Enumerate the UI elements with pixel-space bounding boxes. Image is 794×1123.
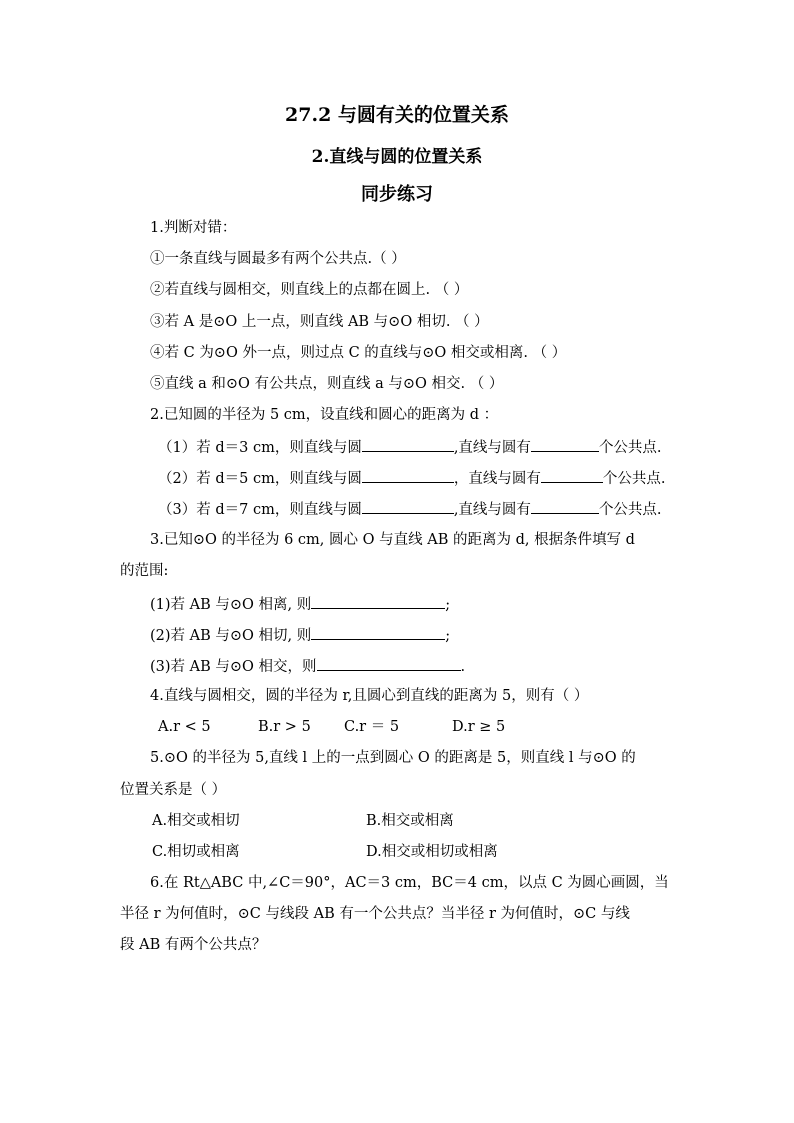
q1-item-4: ④若 C 为⊙O 外一点，则过点 C 的直线与⊙O 相交或相离. （ ） bbox=[150, 345, 567, 361]
q2-row-1 bbox=[158, 436, 662, 458]
q3-stem-cont: 的范围: bbox=[120, 563, 169, 579]
q2-row-2-text: （2）若 d＝5 cm，则直线与圆 bbox=[158, 471, 362, 487]
q1-item-2: ②若直线与圆相交，则直线上的点都在圆上. （ ） bbox=[150, 282, 469, 298]
q5-option-b[interactable]: B.相交或相离 bbox=[366, 813, 454, 829]
q4-option-b[interactable]: B.r > 5 bbox=[258, 719, 311, 735]
section-heading: 同步练习 bbox=[361, 184, 433, 205]
q2-row-2 bbox=[158, 467, 665, 489]
answer-blank[interactable] bbox=[531, 498, 599, 514]
q3-row-2 bbox=[150, 624, 450, 646]
answer-blank[interactable] bbox=[541, 467, 603, 483]
answer-blank[interactable] bbox=[362, 436, 454, 452]
q1-item-1: ①一条直线与圆最多有两个公共点.（ ） bbox=[150, 251, 406, 267]
q1-item-5: ⑤直线 a 和⊙O 有公共点，则直线 a 与⊙O 相交. （ ） bbox=[150, 376, 504, 392]
q2-row-2-end: 个公共点. bbox=[602, 471, 666, 487]
q2-row-1-text: （1）若 d＝3 cm，则直线与圆 bbox=[158, 440, 362, 456]
q3-row-1-text: (1)若 AB 与⊙O 相离, 则 bbox=[150, 597, 312, 613]
page-title: 27.2 与圆有关的位置关系 bbox=[285, 104, 509, 126]
q4-option-c[interactable]: C.r ＝ 5 bbox=[344, 719, 400, 735]
q2-row-3-mid: ,直线与圆有 bbox=[453, 502, 531, 518]
q6-line-2: 半径 r 为何值时，⊙C 与线段 AB 有一个公共点？当半径 r 为何值时，⊙C 与线 bbox=[120, 906, 630, 922]
q2-row-3-end: 个公共点. bbox=[598, 502, 662, 518]
q3-row-1 bbox=[150, 593, 450, 615]
q3-row-2-text: (2)若 AB 与⊙O 相切, 则 bbox=[150, 628, 312, 644]
q3-row-1-end: ; bbox=[445, 597, 451, 613]
q2-stem: 2.已知圆的半径为 5 cm，设直线和圆心的距离为 d ： bbox=[150, 407, 499, 423]
answer-blank[interactable] bbox=[362, 498, 454, 514]
q2-row-3 bbox=[158, 498, 662, 520]
q1-stem: 1.判断对错： bbox=[150, 220, 237, 236]
q1-item-3: ③若 A 是⊙O 上一点，则直线 AB 与⊙O 相切. （ ） bbox=[150, 314, 489, 330]
answer-blank[interactable] bbox=[362, 467, 454, 483]
q5-option-c[interactable]: C.相切或相离 bbox=[152, 844, 240, 860]
q5-option-a[interactable]: A.相交或相切 bbox=[152, 813, 240, 829]
q5-option-d[interactable]: D.相交或相切或相离 bbox=[366, 844, 498, 860]
q4-stem: 4.直线与圆相交，圆的半径为 r,且圆心到直线的距离为 5，则有（ ） bbox=[150, 688, 589, 704]
q5-stem: 5.⊙O 的半径为 5,直线 l 上的一点到圆心 O 的距离是 5，则直线 l 与⊙O 的 bbox=[150, 750, 636, 766]
q4-option-d[interactable]: D.r ≥ 5 bbox=[452, 719, 506, 735]
q2-row-1-end: 个公共点. bbox=[598, 440, 662, 456]
q5-stem-cont: 位置关系是（ ） bbox=[120, 782, 227, 798]
answer-blank[interactable] bbox=[317, 655, 461, 671]
q6-line-1: 6.在 Rt△ABC 中,∠C＝90°，AC＝3 cm，BC＝4 cm，以点 C 为圆心画圆，当 bbox=[150, 875, 669, 891]
answer-blank[interactable] bbox=[311, 624, 445, 640]
page-subtitle: 2.直线与圆的位置关系 bbox=[311, 147, 483, 167]
q3-row-3 bbox=[150, 655, 465, 677]
q3-row-3-text: (3)若 AB 与⊙O 相交，则 bbox=[150, 659, 317, 675]
q2-row-2-mid: ，直线与圆有 bbox=[453, 471, 541, 487]
q2-row-1-mid: ,直线与圆有 bbox=[453, 440, 531, 456]
q2-row-3-text: （3）若 d＝7 cm，则直线与圆 bbox=[158, 502, 362, 518]
q6-line-3: 段 AB 有两个公共点？ bbox=[120, 937, 267, 953]
q4-option-a[interactable]: A.r < 5 bbox=[158, 719, 211, 735]
q3-row-2-end: ; bbox=[445, 628, 451, 644]
answer-blank[interactable] bbox=[311, 593, 445, 609]
answer-blank[interactable] bbox=[531, 436, 599, 452]
q3-row-3-end: . bbox=[460, 659, 466, 675]
q3-stem: 3.已知⊙O 的半径为 6 cm, 圆心 O 与直线 AB 的距离为 d, 根据条件填写 d bbox=[150, 532, 635, 548]
